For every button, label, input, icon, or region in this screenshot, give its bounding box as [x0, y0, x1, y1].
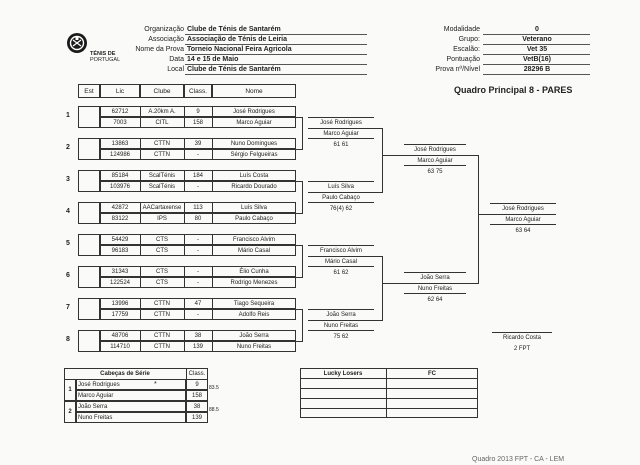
- local-label: Local: [167, 66, 184, 73]
- pontuacao-label: Pontuação: [446, 56, 480, 63]
- player-clube: ScalTénis: [148, 172, 176, 179]
- draw-position: 6: [66, 272, 70, 279]
- player-lic: 13863: [111, 140, 129, 147]
- player-lic: 96183: [111, 247, 129, 254]
- seeds-class-label: Class.: [188, 371, 206, 377]
- player-clube: CTS: [156, 268, 168, 275]
- footer-text: Quadro 2013 FPT - CA - LEM: [472, 456, 565, 463]
- final-player: José Rodrigues: [502, 205, 544, 212]
- player-class: -: [197, 183, 199, 190]
- round2-score: 76(4) 62: [329, 205, 353, 212]
- player-name: Nuno Freitas: [236, 343, 272, 350]
- player-class: -: [197, 247, 199, 254]
- player-lic: 83122: [111, 215, 129, 222]
- draw-position: 2: [66, 144, 70, 151]
- player-name: Sérgio Felgueiras: [230, 151, 278, 158]
- semi-player: Marco Aguiar: [417, 157, 453, 164]
- data-value: 14 e 15 de Maio: [187, 56, 239, 63]
- prova-label: Nome da Prova: [135, 46, 184, 53]
- draw-position: 3: [66, 176, 70, 183]
- player-class: 39: [194, 140, 202, 147]
- round2-player: Nuno Freitas: [323, 322, 359, 329]
- player-name: Ricardo Dourado: [231, 183, 277, 190]
- player-clube: CTS: [156, 236, 168, 243]
- player-lic: 62712: [111, 108, 129, 115]
- player-class: -: [197, 279, 199, 286]
- semi-score: 62 64: [427, 296, 443, 303]
- player-lic: 31343: [111, 268, 129, 275]
- col-clube: Clube: [140, 84, 184, 98]
- associacao-value: Associação de Ténis de Leiria: [187, 36, 287, 43]
- player-name: José Rodrigues: [233, 108, 275, 115]
- player-class: 158: [192, 119, 203, 126]
- player-lic: 103976: [109, 183, 131, 190]
- player-class: -: [197, 268, 199, 275]
- player-clube: CTTN: [154, 140, 170, 147]
- lucky-losers-title: Lucky Losers: [323, 371, 363, 377]
- seed-class: 9: [195, 381, 199, 388]
- player-clube: AACartaxense: [142, 204, 182, 211]
- round2-player: Mário Casal: [324, 258, 357, 265]
- player-name: Francisco Alvim: [232, 236, 275, 243]
- escalao-label: Escalão:: [453, 46, 480, 53]
- col-lic: Lic: [100, 84, 140, 98]
- seed-sum: 83.5: [209, 385, 219, 391]
- round2-player: Paulo Cabaço: [322, 194, 360, 201]
- draw-position: 8: [66, 336, 70, 343]
- player-name: Tiago Sequeira: [233, 300, 275, 307]
- player-name: João Serra: [239, 332, 269, 339]
- grupo-label: Grupo:: [458, 36, 480, 43]
- round2-score: 61 62: [333, 269, 349, 276]
- player-lic: 48706: [111, 332, 129, 339]
- player-lic: 114710: [110, 343, 130, 350]
- seed-mark: *: [154, 381, 157, 388]
- player-name: Mário Casal: [237, 247, 270, 254]
- organizacao-label: Organização: [144, 26, 184, 33]
- player-class: 184: [192, 172, 203, 179]
- round2-player: José Rodrigues: [320, 119, 362, 126]
- draw-position: 4: [66, 208, 70, 215]
- semi-player: Nuno Freitas: [417, 285, 453, 292]
- player-class: 47: [194, 300, 202, 307]
- final-player: Marco Aguiar: [505, 216, 541, 223]
- player-class: 80: [194, 215, 202, 222]
- seed-class: 139: [191, 414, 202, 421]
- player-class: 38: [194, 332, 202, 339]
- final-score: 63 64: [515, 227, 531, 234]
- round2-player: Luís Silva: [327, 183, 354, 190]
- seed-sum: 88.5: [209, 407, 219, 413]
- round2-score: 61 61: [333, 141, 349, 148]
- player-name: Luís Costa: [239, 172, 269, 179]
- seed-class: 38: [193, 403, 201, 410]
- seed-player: Marco Aguiar: [78, 392, 114, 399]
- modalidade-label: Modalidade: [443, 26, 480, 33]
- pontuacao-value: VetB(16): [522, 56, 552, 63]
- player-class: -: [197, 311, 199, 318]
- player-name: Adolfo Reis: [238, 311, 270, 318]
- player-clube: CTTN: [154, 300, 170, 307]
- seed-number: 2: [68, 409, 72, 415]
- data-label: Data: [169, 56, 184, 63]
- player-name: Nuno Domingues: [230, 140, 278, 147]
- player-clube: IPS: [157, 215, 167, 222]
- draw-position: 1: [66, 112, 70, 119]
- draw-title: Quadro Principal 8 - PARES: [454, 85, 573, 95]
- player-class: 9: [196, 108, 200, 115]
- provanivel-value: 28296 B: [523, 66, 551, 73]
- modalidade-value: 0: [535, 26, 539, 33]
- col-est: Est: [78, 84, 100, 98]
- round2-player: Marco Aguiar: [323, 130, 359, 137]
- player-class: 113: [193, 204, 203, 211]
- player-lic: 17759: [111, 311, 129, 318]
- draw-position: 7: [66, 304, 70, 311]
- round2-player: Francisco Alvim: [319, 247, 362, 254]
- player-lic: 124986: [109, 151, 131, 158]
- seed-player: João Serra: [78, 403, 108, 410]
- seed-player: Nuno Freitas: [78, 414, 113, 421]
- player-lic: 85184: [111, 172, 129, 179]
- seed-player: José Rodrigues: [78, 381, 120, 388]
- seed-class: 158: [191, 392, 202, 399]
- player-lic: 54429: [111, 236, 129, 243]
- associacao-label: Associação: [148, 36, 184, 43]
- player-name: Rodrigo Menezes: [230, 279, 278, 286]
- player-lic: 122524: [109, 279, 131, 286]
- semi-score: 63 75: [427, 168, 443, 175]
- col-class: Class.: [184, 84, 212, 98]
- col-nome: Nome: [212, 84, 296, 98]
- player-clube: ScalTénis: [148, 183, 176, 190]
- referee-name: Ricardo Costa: [502, 335, 542, 341]
- player-class: 139: [192, 343, 203, 350]
- player-clube: CTTN: [154, 343, 170, 350]
- player-name: Marco Aguiar: [236, 119, 272, 126]
- escalao-value: Vet 35: [526, 46, 548, 53]
- player-clube: CTS: [156, 279, 168, 286]
- player-name: Élio Cunha: [239, 268, 269, 275]
- semi-player: José Rodrigues: [414, 146, 456, 153]
- logo-text-1: TÉNIS DE: [90, 51, 116, 57]
- semi-player: João Serra: [420, 274, 450, 281]
- grupo-value: Veterano: [522, 36, 552, 43]
- player-clube: CTTN: [154, 311, 170, 318]
- organizacao-value: Clube de Ténis de Santarém: [187, 26, 281, 33]
- player-clube: A.20km A.: [148, 108, 176, 115]
- draw-position: 5: [66, 240, 70, 247]
- provanivel-label: Prova nº/Nível: [435, 66, 480, 73]
- player-clube: CTTN: [154, 332, 170, 339]
- round2-player: João Serra: [326, 311, 356, 318]
- player-lic: 7003: [113, 119, 127, 126]
- local-value: Clube de Ténis de Santarém: [187, 66, 281, 73]
- player-name: Luís Silva: [240, 204, 267, 211]
- player-lic: 13996: [111, 300, 129, 307]
- seed-number: 1: [68, 387, 72, 393]
- player-lic: 42872: [111, 204, 129, 211]
- player-class: -: [197, 236, 199, 243]
- player-clube: CTTN: [154, 151, 170, 158]
- logo-text-2: PORTUGAL: [90, 57, 121, 63]
- fc-title: FC: [428, 371, 436, 377]
- seeds-title: Cabeças de Série: [100, 371, 150, 377]
- referee-note: 2 FPT: [513, 346, 531, 352]
- round2-score: 75 62: [333, 333, 349, 340]
- player-clube: CITL: [155, 119, 169, 126]
- player-name: Paulo Cabaço: [235, 215, 273, 222]
- player-class: -: [197, 151, 199, 158]
- prova-value: Torneio Nacional Feira Agricola: [187, 46, 292, 53]
- player-clube: CTS: [156, 247, 168, 254]
